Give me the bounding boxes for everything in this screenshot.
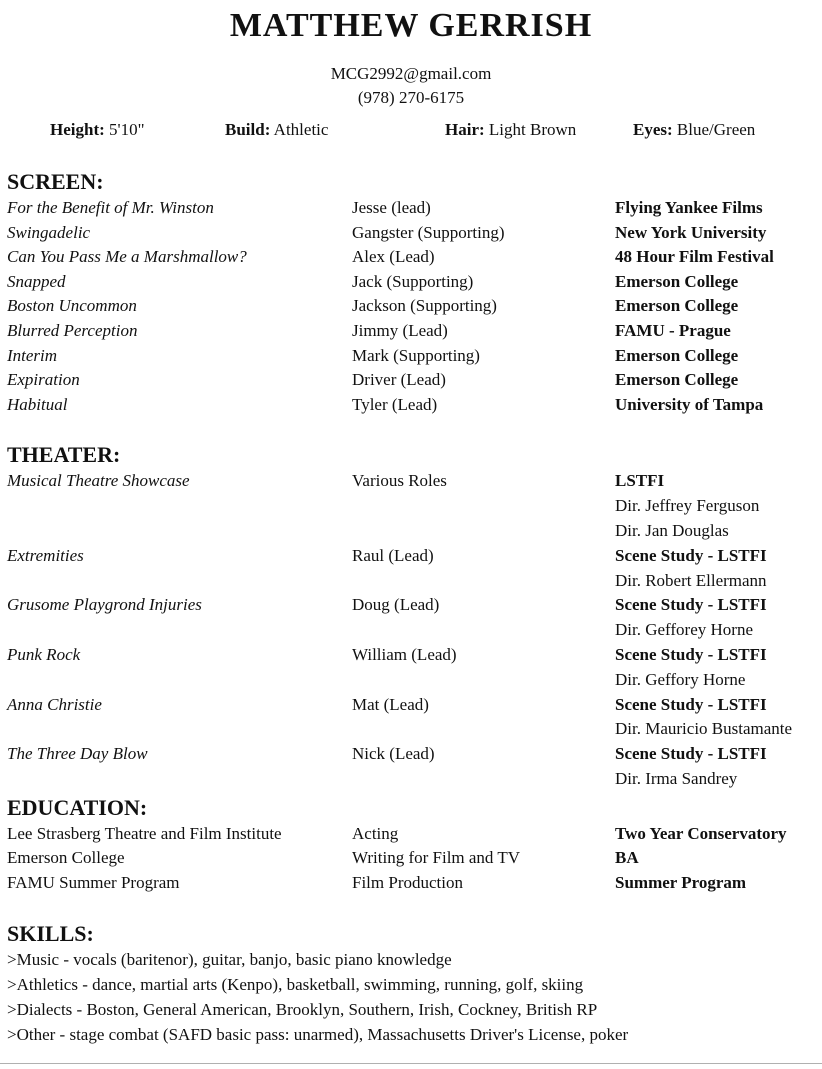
stat-height-label: Height: (50, 120, 105, 139)
school: Emerson College (7, 848, 125, 868)
stat-height (50, 118, 145, 142)
stat-eyes-value: Blue/Green (676, 120, 756, 139)
section-education (0, 794, 822, 896)
table-row (0, 393, 822, 418)
table-row (0, 319, 822, 344)
director-row (0, 668, 822, 693)
stat-build-label: Build: (225, 120, 271, 139)
play-title: Musical Theatre Showcase (7, 471, 190, 491)
director: Dir. Robert Ellermann (615, 570, 767, 590)
table-row (0, 368, 822, 393)
role: William (Lead) (352, 644, 457, 664)
company: Emerson College (615, 271, 739, 291)
credential: Summer Program (615, 872, 747, 892)
table-row (0, 469, 822, 494)
table-row (0, 294, 822, 319)
education-list (0, 822, 822, 896)
venue: LSTFI (615, 471, 665, 491)
company: Emerson College (615, 296, 739, 316)
director: Dir. Jan Douglas (615, 520, 729, 540)
page-bottom-divider (0, 1063, 822, 1064)
phone-text: (978) 270-6175 (357, 88, 465, 107)
company: FAMU - Prague (615, 320, 731, 340)
table-row (0, 593, 822, 618)
stat-hair-value: Light Brown (488, 120, 577, 139)
section-screen (0, 168, 822, 417)
play-title: Punk Rock (7, 644, 81, 664)
role: Driver (Lead) (352, 370, 446, 390)
director-row (0, 569, 822, 594)
stat-hair-label: Hair: (445, 120, 485, 139)
project-title: Boston Uncommon (7, 296, 137, 316)
project-title: Swingadelic (7, 222, 91, 242)
table-row (0, 846, 822, 871)
director: Dir. Mauricio Bustamante (615, 719, 793, 739)
play-title: Grusome Playgrond Injuries (7, 595, 202, 615)
role: Jackson (Supporting) (352, 296, 497, 316)
project-title: Interim (7, 345, 58, 365)
stat-build (225, 118, 328, 142)
table-row (0, 544, 822, 569)
table-row (0, 245, 822, 270)
skills-list (0, 948, 822, 1047)
company: Emerson College (615, 370, 739, 390)
role: Nick (Lead) (352, 744, 435, 764)
director-row (0, 519, 822, 544)
skill-item: >Dialects - Boston, General American, Brooklyn, Southern, Irish, Cockney, British RP (7, 999, 598, 1019)
project-title: Blurred Perception (7, 320, 138, 340)
role: Jack (Supporting) (352, 271, 474, 291)
project-title: Snapped (7, 271, 66, 291)
skill-item: >Athletics - dance, martial arts (Kenpo), basketball, swimming, running, golf, skiing (7, 975, 584, 995)
role: Gangster (Supporting) (352, 222, 505, 242)
skill-item: >Music - vocals (baritenor), guitar, banjo, basic piano knowledge (7, 950, 452, 970)
table-row (0, 643, 822, 668)
director: Dir. Gefforey Horne (615, 620, 754, 640)
table-row (0, 822, 822, 847)
program: Writing for Film and TV (352, 848, 521, 868)
venue: Scene Study - LSTFI (615, 545, 767, 565)
table-row (0, 742, 822, 767)
email-text: MCG2992@gmail.com (330, 64, 492, 83)
company: New York University (615, 222, 767, 242)
stat-eyes (633, 118, 755, 142)
stat-height-value: 5'10" (109, 120, 145, 139)
role: Alex (Lead) (352, 247, 435, 267)
table-row (0, 871, 822, 896)
stats-row (0, 118, 822, 142)
director: Dir. Geffory Horne (615, 669, 746, 689)
table-row (0, 221, 822, 246)
skill-item: >Other - stage combat (SAFD basic pass: unarmed), Massachusetts Driver's License, poker (7, 1024, 629, 1044)
skills-section-heading: SKILLS: (7, 921, 94, 947)
table-row (0, 693, 822, 718)
director-row (0, 767, 822, 792)
venue: Scene Study - LSTFI (615, 595, 767, 615)
resume-page (0, 6, 822, 1069)
section-theater (0, 441, 822, 791)
contact-block (0, 62, 822, 110)
program: Film Production (352, 872, 463, 892)
page-title: MATTHEW GERRISH (229, 7, 593, 44)
role: Jesse (lead) (352, 198, 431, 217)
project-title: For the Benefit of Mr. Winston (7, 198, 214, 217)
company: Emerson College (615, 345, 739, 365)
project-title: Habitual (7, 394, 68, 414)
company: 48 Hour Film Festival (615, 247, 774, 267)
role: Mat (Lead) (352, 694, 429, 714)
venue: Scene Study - LSTFI (615, 694, 767, 714)
stat-eyes-label: Eyes: (633, 120, 673, 139)
project-title: Expiration (7, 370, 80, 390)
table-row (0, 270, 822, 295)
stat-build-value: Athletic (273, 120, 329, 139)
theater-section-heading: THEATER: (7, 442, 121, 468)
role: Doug (Lead) (352, 595, 440, 615)
company: University of Tampa (615, 394, 764, 414)
section-skills (0, 920, 822, 1047)
role: Various Roles (352, 471, 447, 491)
venue: Scene Study - LSTFI (615, 644, 767, 664)
table-row (0, 344, 822, 369)
play-title: Extremities (7, 545, 84, 565)
screen-section-heading: SCREEN: (7, 169, 104, 194)
role: Tyler (Lead) (352, 394, 438, 414)
role: Mark (Supporting) (352, 345, 480, 365)
screen-credits-list (0, 196, 822, 417)
role: Jimmy (Lead) (352, 320, 448, 340)
director: Dir. Jeffrey Ferguson (615, 496, 760, 516)
play-title: The Three Day Blow (7, 744, 148, 764)
program: Acting (352, 823, 399, 843)
director-row (0, 494, 822, 519)
credential: BA (615, 848, 639, 868)
theater-credits-list (0, 469, 822, 791)
school: Lee Strasberg Theatre and Film Institute (7, 823, 282, 843)
company: Flying Yankee Films (615, 198, 763, 217)
table-row (0, 196, 822, 221)
school: FAMU Summer Program (7, 872, 180, 892)
director: Dir. Irma Sandrey (615, 768, 738, 788)
stat-hair (445, 118, 576, 142)
credential: Two Year Conservatory (615, 823, 787, 843)
project-title: Can You Pass Me a Marshmallow? (7, 247, 247, 267)
director-row (0, 717, 822, 742)
education-section-heading: EDUCATION: (7, 794, 148, 820)
play-title: Anna Christie (7, 694, 102, 714)
venue: Scene Study - LSTFI (615, 744, 767, 764)
role: Raul (Lead) (352, 545, 434, 565)
director-row (0, 618, 822, 643)
